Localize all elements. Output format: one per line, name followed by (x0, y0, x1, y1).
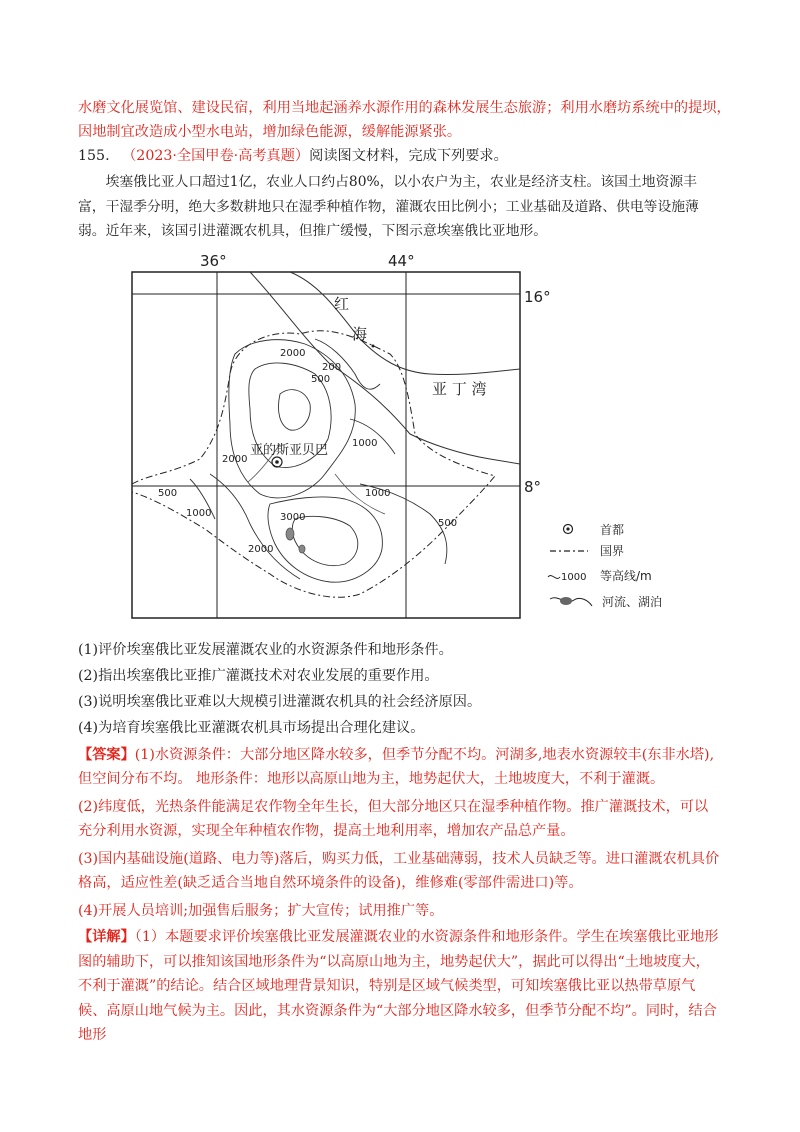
legend-label: 国界 (600, 544, 625, 558)
explain-block (78, 925, 722, 1048)
coastline (250, 272, 520, 464)
national-border (132, 331, 495, 597)
legend-contour-icon (548, 576, 560, 579)
contour-label: 500 (311, 374, 331, 385)
lat-label-8: 8° (524, 478, 542, 496)
lat-label-16: 16° (524, 288, 551, 306)
answer-p2: (2)纬度低，光热条件能满足农作物全年生长，但大部分地区只在湿季种植作物。推广灌溉技术，可以充分利用水资源，实现全年种植农作物，提高土地利用率，增加农产品总产量。 (78, 799, 709, 839)
intro-line-1: 水磨文化展览馆、建设民宿，利用当地起涵养水源作用的森林发展生态旅游；利用水磨坊系统中的提坝， (78, 100, 731, 116)
answer-tag: 【答案】 (78, 747, 135, 763)
contour-label: 500 (438, 518, 458, 529)
answer-p1: (1)水资源条件：大部分地区降水较多，但季节分配不均。河湖多,地表水资源较丰(东非水塔),但空间分布不均。 地形条件：地形以高原山地为主，地势起伏大，土地坡度大，不利于灌溉。 (78, 747, 715, 787)
legend-contour-sample: 1000 (561, 572, 587, 583)
question-material: 埃塞俄比亚人口超过1亿，农业人口约占80%，以小农户为主，农业是经济支柱。该国土地资源丰富，干湿季分明，绝大多数耕地只在湿季种植作物，灌溉农田比例小；工业基础及道路、供电等设施薄弱。近年来，该国引进灌溉农机具，但推广缓慢，下图示意埃塞俄比亚地形。 (78, 174, 699, 239)
contour-label: 2000 (222, 454, 248, 465)
coastline-2 (290, 272, 520, 375)
question-number: 155. (78, 148, 110, 164)
question-prompt: 阅读图文材料，完成下列要求。 (309, 148, 508, 164)
explain-text: （1）本题要求评价埃塞俄比亚发展灌溉农业的水资源条件和地形条件。学生在埃塞俄比亚地形图的辅助下，可以推知该国地形条件为“以高原山地为主，地势起伏大”，据此可以得出“土地坡度大，不利于灌溉”的结论。结合区域地理背景知识，特别是区域气候类型，可知埃塞俄比亚以热带草原气候、高原山地气候为主。因此，其水资源条件为“大部分地区降水较多，但季节分配不均”。同时，结合地形 (78, 929, 719, 1043)
answer-p3: (3)国内基础设施(道路、电力等)落后，购买力低，工业基础薄弱，技术人员缺乏等。进口灌溉农机具价格高，适应性差(缺乏适合当地自然环境条件的设备)，维修难(零部件需进口)等。 (78, 851, 720, 891)
explain-tag: 【详解】 (78, 929, 135, 945)
question-header (78, 146, 508, 166)
map-legend (548, 522, 662, 609)
red-sea-label-2: 海 (352, 325, 368, 343)
contour-label: 3000 (280, 512, 306, 523)
legend-label: 等高线/m (600, 569, 652, 583)
capital-label: 亚的斯亚贝巴 (250, 443, 329, 458)
question-source: （2023·全国甲卷·高考真题） (122, 148, 310, 164)
red-sea-label-1: 红 (334, 295, 350, 313)
answer-block (78, 743, 722, 791)
legend-label: 河流、湖泊 (602, 595, 663, 609)
sub-question-2: (2)指出埃塞俄比亚推广灌溉技术对农业发展的重要作用。 (78, 668, 439, 684)
contour-label: 1000 (186, 508, 212, 519)
lon-label-44: 44° (388, 252, 415, 270)
sub-question-3: (3)说明埃塞俄比亚难以大规模引进灌溉农机具的社会经济原因。 (78, 694, 482, 710)
answer-p4: (4)开展人员培训;加强售后服务；扩大宣传；试用推广等。 (78, 903, 444, 919)
contour-label: 1000 (365, 488, 391, 499)
lon-label-36: 36° (200, 252, 227, 270)
contour-label: 2000 (280, 348, 306, 359)
gulf-of-aden-label: 亚 丁 湾 (432, 380, 487, 398)
intro-line-2: 因地制宜改造成小型水电站，增加绿色能源，缓解能源紧张。 (78, 124, 462, 140)
contour-label: 500 (158, 488, 178, 499)
ethiopia-terrain-map (130, 244, 690, 624)
sub-question-4: (4)为培育埃塞俄比亚灌溉农机具市场提出合理化建议。 (78, 720, 425, 736)
contour-label: 200 (322, 362, 342, 373)
contour-label: 1000 (352, 438, 378, 449)
legend-label: 首都 (600, 523, 625, 537)
contour-label: 2000 (248, 544, 274, 555)
sub-question-1: (1)评价埃塞俄比亚发展灌溉农业的水资源条件和地形条件。 (78, 642, 453, 658)
